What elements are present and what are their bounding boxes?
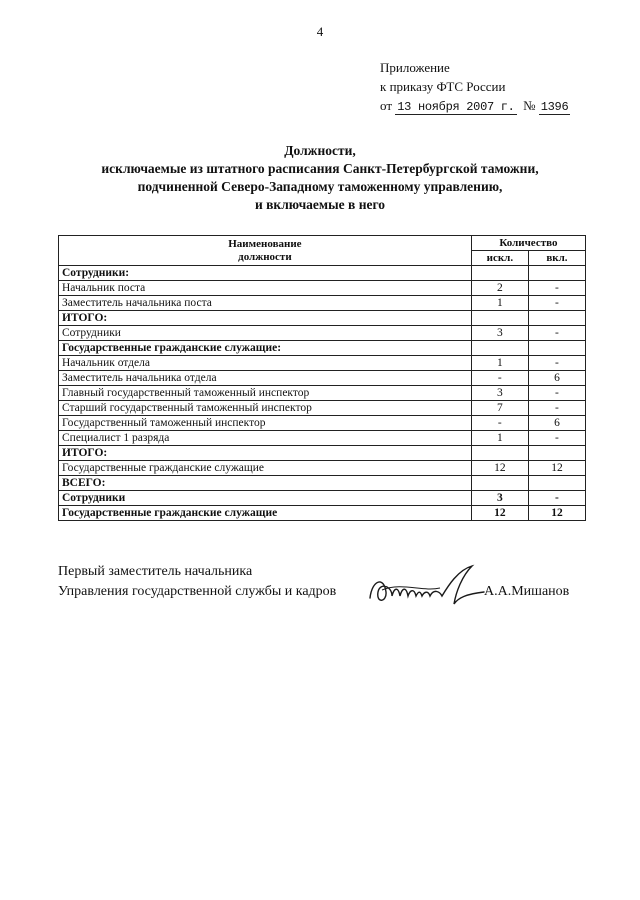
table-row [59, 311, 586, 326]
row-included-count: 6 [528, 416, 585, 431]
row-included-count: 12 [528, 461, 585, 476]
row-included-count [528, 311, 585, 326]
table-row [59, 401, 586, 416]
table-row [59, 506, 586, 521]
row-excluded-count: 3 [471, 491, 528, 506]
header-name-line-1: Наименование [228, 237, 302, 250]
table-row [59, 461, 586, 476]
row-included-count: - [528, 326, 585, 341]
row-excluded-count [471, 311, 528, 326]
header-included: вкл. [528, 251, 585, 266]
row-position-name: Государственные гражданские служащие [59, 461, 472, 476]
table-row [59, 281, 586, 296]
row-included-count: - [528, 491, 585, 506]
signatory-position [58, 562, 336, 602]
title-line-1: Должности, [284, 143, 356, 158]
row-position-name: Главный государственный таможенный инспектор [59, 386, 472, 401]
row-included-count [528, 341, 585, 356]
row-position-name: Старший государственный таможенный инспектор [59, 401, 472, 416]
table-body [59, 266, 586, 521]
row-excluded-count: - [471, 371, 528, 386]
row-position-name: Сотрудники [59, 326, 472, 341]
row-included-count: - [528, 296, 585, 311]
row-position-name: ИТОГО: [59, 446, 472, 461]
row-excluded-count: 12 [471, 461, 528, 476]
row-included-count [528, 266, 585, 281]
handwritten-signature [362, 562, 492, 612]
row-included-count: 6 [528, 371, 585, 386]
table-row [59, 386, 586, 401]
row-position-name: Начальник отдела [59, 356, 472, 371]
row-included-count: - [528, 431, 585, 446]
appendix-date-line [380, 96, 570, 117]
row-excluded-count: 2 [471, 281, 528, 296]
title-line-4: и включаемые в него [254, 197, 386, 212]
row-excluded-count: 1 [471, 356, 528, 371]
signatory-position-line-1: Первый заместитель начальника [58, 564, 253, 579]
signatory-name: А.А.Мишанов [484, 584, 570, 599]
appendix-order-ref: к приказу ФТС России [380, 79, 506, 94]
table-row [59, 446, 586, 461]
appendix-block [380, 58, 570, 117]
title-line-2: исключаемые из штатного расписания Санкт-Петербургской таможни, [101, 161, 539, 176]
row-excluded-count: 1 [471, 296, 528, 311]
table-header-row [59, 236, 586, 251]
table-row [59, 491, 586, 506]
row-position-name: Начальник поста [59, 281, 472, 296]
row-included-count: - [528, 401, 585, 416]
row-position-name: ВСЕГО: [59, 476, 472, 491]
table-row [59, 371, 586, 386]
row-position-name: Сотрудники [59, 491, 472, 506]
row-excluded-count [471, 476, 528, 491]
header-name-line-2: должности [238, 250, 292, 263]
table-row [59, 326, 586, 341]
appendix-date: 13 ноября 2007 г. [397, 100, 515, 114]
row-included-count: 12 [528, 506, 585, 521]
row-included-count: - [528, 356, 585, 371]
row-included-count: - [528, 386, 585, 401]
row-included-count: - [528, 281, 585, 296]
row-excluded-count: - [471, 416, 528, 431]
appendix-order-number: 1396 [540, 100, 569, 114]
header-excluded: искл. [471, 251, 528, 266]
row-excluded-count [471, 341, 528, 356]
table-row [59, 416, 586, 431]
row-position-name: Сотрудники: [59, 266, 472, 281]
row-excluded-count: 1 [471, 431, 528, 446]
page-number: 4 [316, 24, 324, 39]
table-row [59, 431, 586, 446]
title-line-3: подчиненной Северо-Западному таможенному управлению, [137, 179, 503, 194]
row-excluded-count: 3 [471, 386, 528, 401]
row-excluded-count: 12 [471, 506, 528, 521]
table-row [59, 476, 586, 491]
appendix-number-prefix: № [523, 98, 536, 113]
row-excluded-count: 3 [471, 326, 528, 341]
row-included-count [528, 476, 585, 491]
row-excluded-count [471, 446, 528, 461]
row-included-count [528, 446, 585, 461]
row-position-name: Государственный таможенный инспектор [59, 416, 472, 431]
row-position-name: Заместитель начальника поста [59, 296, 472, 311]
row-position-name: Специалист 1 разряда [59, 431, 472, 446]
appendix-title: Приложение [380, 60, 450, 75]
table-row [59, 341, 586, 356]
table-row [59, 296, 586, 311]
row-position-name: Государственные гражданские служащие: [59, 341, 472, 356]
header-position-name [59, 236, 472, 266]
positions-table [58, 235, 586, 521]
header-quantity: Количество [471, 236, 585, 251]
row-excluded-count [471, 266, 528, 281]
table-row [59, 266, 586, 281]
row-excluded-count: 7 [471, 401, 528, 416]
document-title [0, 142, 640, 214]
row-position-name: ИТОГО: [59, 311, 472, 326]
row-position-name: Государственные гражданские служащие [59, 506, 472, 521]
row-position-name: Заместитель начальника отдела [59, 371, 472, 386]
signatory-position-line-2: Управления государственной службы и кадров [58, 584, 337, 599]
appendix-from-prefix: от [380, 98, 393, 113]
table-row [59, 356, 586, 371]
